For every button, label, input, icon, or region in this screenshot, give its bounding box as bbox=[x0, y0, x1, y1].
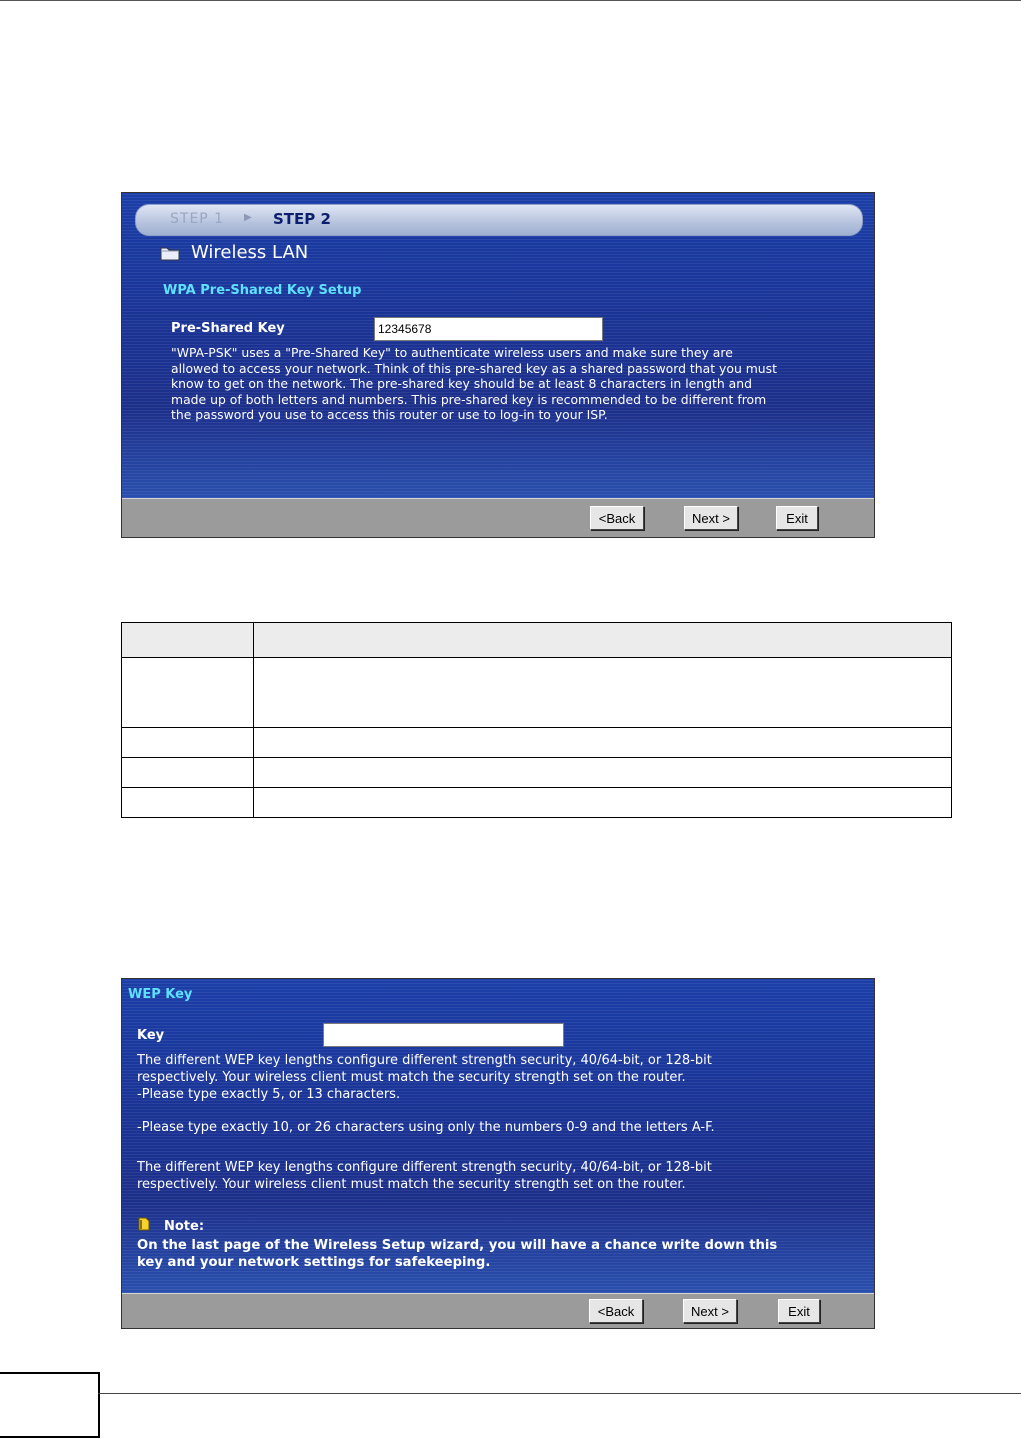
desc-line: The different WEP key lengths configure different strength security, 40/64-bit, or 128-bit bbox=[137, 1160, 712, 1175]
desc-line: -Please type exactly 5, or 13 characters. bbox=[137, 1087, 401, 1102]
table-cell bbox=[122, 728, 254, 758]
note-icon bbox=[137, 1217, 151, 1231]
desc-line: The different WEP key lengths configure different strength security, 40/64-bit, or 128-bit bbox=[137, 1053, 712, 1068]
button-bar bbox=[122, 498, 874, 537]
footer-rule bbox=[98, 1393, 1021, 1394]
note-label: Note: bbox=[164, 1219, 205, 1234]
desc-line: allowed to access your network. Think of this pre-shared key as a shared password that you must bbox=[171, 360, 777, 376]
folder-icon bbox=[160, 245, 180, 261]
field-description-table bbox=[121, 622, 952, 818]
section-title: Wireless LAN bbox=[191, 242, 309, 263]
panel-body bbox=[122, 193, 874, 498]
wep-para-3 bbox=[137, 1159, 712, 1193]
table-cell bbox=[254, 728, 952, 758]
next-button[interactable]: Next > bbox=[683, 1299, 737, 1323]
table-row bbox=[122, 728, 952, 758]
table-row bbox=[122, 658, 952, 728]
next-button[interactable]: Next > bbox=[684, 506, 738, 530]
wep-para-2: -Please type exactly 10, or 26 characters using only the numbers 0-9 and the letters A-F. bbox=[137, 1120, 715, 1135]
psk-input[interactable] bbox=[374, 317, 603, 341]
table-header-row bbox=[122, 623, 952, 658]
table-cell bbox=[254, 788, 952, 818]
desc-line: the password you use to access this router or use to log-in to your ISP. bbox=[171, 407, 608, 423]
page-number-box bbox=[0, 1372, 100, 1438]
psk-description bbox=[171, 345, 777, 423]
wep-key-screenshot bbox=[121, 978, 875, 1329]
table-cell bbox=[254, 658, 952, 728]
subsection-title: WPA Pre-Shared Key Setup bbox=[163, 283, 362, 298]
wep-key-label: Key bbox=[137, 1028, 165, 1043]
subsection-title: WEP Key bbox=[128, 987, 193, 1002]
step-1-label: STEP 1 bbox=[170, 211, 225, 227]
table-row bbox=[122, 788, 952, 818]
note-line: On the last page of the Wireless Setup wizard, you will have a chance write down this bbox=[137, 1238, 778, 1253]
table-cell bbox=[122, 658, 254, 728]
desc-line: made up of both letters and numbers. This pre-shared key is recommended to be different from bbox=[171, 391, 767, 407]
desc-line: "WPA-PSK" uses a "Pre-Shared Key" to authenticate wireless users and make sure they are bbox=[171, 345, 733, 360]
exit-button[interactable]: Exit bbox=[778, 1299, 820, 1323]
desc-line: respectively. Your wireless client must match the security strength set on the router. bbox=[137, 1070, 686, 1085]
wep-para-1 bbox=[137, 1052, 712, 1103]
step-arrow-icon: ▶ bbox=[244, 212, 252, 223]
panel-body bbox=[122, 979, 874, 1293]
table-header-cell bbox=[122, 623, 254, 658]
note-line: key and your network settings for safekeeping. bbox=[137, 1255, 491, 1270]
exit-button[interactable]: Exit bbox=[776, 506, 818, 530]
wizard-step-bar bbox=[135, 204, 863, 236]
step-2-label: STEP 2 bbox=[273, 210, 331, 228]
table-header-cell bbox=[254, 623, 952, 658]
desc-line: respectively. Your wireless client must match the security strength set on the router. bbox=[137, 1177, 686, 1192]
desc-line: know to get on the network. The pre-shared key should be at least 8 characters in length and bbox=[171, 376, 752, 392]
button-bar bbox=[122, 1293, 874, 1328]
table-cell bbox=[122, 788, 254, 818]
table-row bbox=[122, 758, 952, 788]
psk-label: Pre-Shared Key bbox=[171, 321, 285, 336]
note-text bbox=[137, 1237, 777, 1271]
back-button[interactable]: <Back bbox=[590, 506, 644, 530]
table-cell bbox=[254, 758, 952, 788]
wpa-psk-screenshot bbox=[121, 192, 875, 538]
back-button[interactable]: <Back bbox=[589, 1299, 643, 1323]
wep-key-input[interactable] bbox=[323, 1023, 564, 1047]
top-rule bbox=[0, 0, 1021, 1]
table-cell bbox=[122, 758, 254, 788]
